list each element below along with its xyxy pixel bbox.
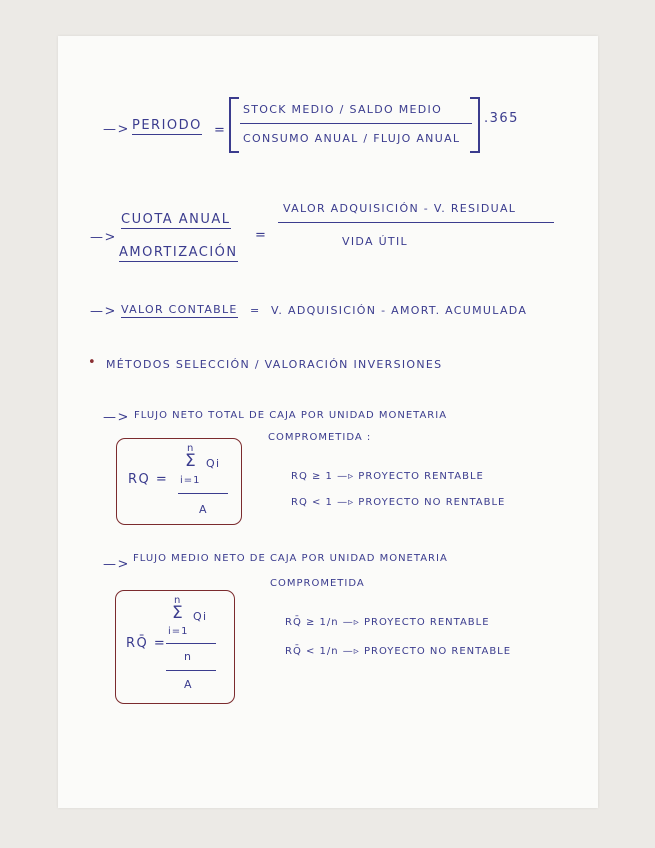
flujo-medio-denominator: A [184, 678, 193, 691]
flujo-total-condition-1: RQ ≥ 1 —▹ PROYECTO RENTABLE [291, 471, 484, 482]
flujo-medio-arrow: —> [103, 557, 130, 572]
metodos-bullet: • [88, 355, 98, 370]
flujo-medio-condition-2: RQ̄ < 1/n —▹ PROYECTO NO RENTABLE [285, 646, 512, 657]
flujo-total-sum-symbol: Σ [185, 451, 198, 471]
periodo-arrow: —> [103, 122, 130, 137]
flujo-medio-fraction-bar-1 [166, 643, 216, 644]
periodo-left-bracket [229, 97, 239, 153]
flujo-total-line1: FLUJO NETO TOTAL DE CAJA POR UNIDAD MONETARIA [134, 410, 448, 421]
valor-contable-equals: = [250, 304, 261, 317]
flujo-total-sum-top: n [187, 443, 195, 454]
flujo-medio-sum-bottom: i=1 [168, 626, 189, 637]
valor-contable-arrow: —> [90, 304, 117, 319]
flujo-total-denominator: A [199, 503, 208, 516]
periodo-fraction-bar [240, 123, 472, 124]
periodo-equals: = [214, 123, 227, 138]
metodos-title: MÉTODOS SELECCIÓN / VALORACIÓN INVERSIONES [106, 358, 443, 371]
flujo-medio-condition-1: RQ̄ ≥ 1/n —▹ PROYECTO RENTABLE [285, 617, 490, 628]
flujo-total-fraction-bar [178, 493, 228, 494]
valor-contable-label: VALOR CONTABLE [121, 303, 238, 316]
flujo-medio-sum-top: n [174, 595, 182, 606]
cuota-denominator: VIDA ÚTIL [342, 235, 408, 248]
flujo-total-arrow: —> [103, 410, 130, 425]
flujo-medio-formula-lhs: RQ̄ = [126, 636, 167, 651]
flujo-total-condition-2: RQ < 1 —▹ PROYECTO NO RENTABLE [291, 497, 506, 508]
flujo-medio-sum-symbol: Σ [172, 603, 185, 623]
periodo-label: PERIODO [132, 118, 202, 133]
flujo-medio-mid-denominator: n [184, 650, 193, 663]
periodo-numerator: STOCK MEDIO / SALDO MEDIO [243, 103, 443, 116]
flujo-total-line2: COMPROMETIDA : [268, 432, 372, 443]
flujo-medio-line1: FLUJO MEDIO NETO DE CAJA POR UNIDAD MONETARIA [133, 553, 448, 564]
cuota-label-line1: CUOTA ANUAL [121, 212, 231, 227]
flujo-medio-fraction-bar-2 [166, 670, 216, 671]
cuota-arrow: —> [90, 230, 117, 245]
cuota-equals: = [255, 228, 268, 243]
flujo-medio-sum-term: Qi [193, 610, 208, 623]
flujo-total-sum-bottom: i=1 [180, 475, 201, 486]
periodo-right-bracket [470, 97, 480, 153]
flujo-total-formula-lhs: RQ = [128, 472, 169, 487]
valor-contable-expression: V. ADQUISICIÓN - AMORT. ACUMULADA [271, 304, 528, 317]
cuota-label-line2: AMORTIZACIÓN [119, 245, 238, 260]
flujo-medio-line2: COMPROMETIDA [270, 578, 365, 589]
cuota-numerator: VALOR ADQUISICIÓN - V. RESIDUAL [283, 202, 517, 215]
flujo-total-sum-term: Qi [206, 457, 221, 470]
periodo-denominator: CONSUMO ANUAL / FLUJO ANUAL [243, 132, 461, 145]
periodo-factor: .365 [484, 111, 519, 126]
cuota-fraction-bar [278, 222, 554, 223]
